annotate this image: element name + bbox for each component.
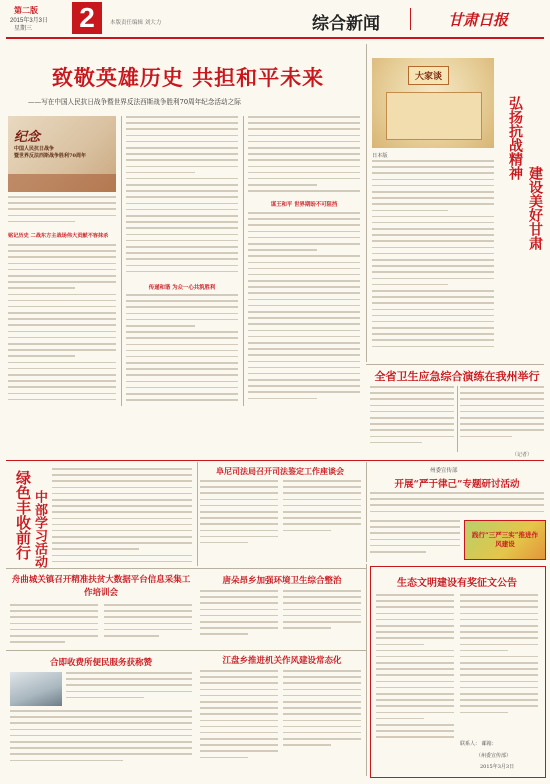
- editor-line: 本版责任编辑 刘大力: [110, 20, 162, 26]
- province-kicker: 州委宣传部: [430, 468, 458, 474]
- divider: [6, 650, 366, 651]
- eco-contact: 联系人： 邮箱：: [460, 741, 497, 747]
- province-body: [370, 492, 544, 518]
- lead-photo: [8, 116, 116, 192]
- sidebar-column-name: 日本版: [372, 153, 388, 159]
- hezuo-body-2: [10, 710, 192, 774]
- masthead-rule: [6, 37, 544, 39]
- col-divider: [243, 116, 244, 406]
- issue-weekday: 星期三: [14, 26, 33, 32]
- court-headline: 阜尼司法局召开司法鉴定工作座谈会: [216, 466, 344, 476]
- lead-col-2-body: [126, 116, 238, 276]
- zhoufang-headline: 舟曲城关镇召开精准扶贫大数据平台信息采集工作培训会: [11, 575, 191, 598]
- col-divider: [457, 386, 458, 452]
- middle-headline: 全省卫生应急综合演练在我州举行: [374, 370, 540, 383]
- eco-date: 2015年3月3日: [480, 764, 515, 770]
- lead-headline: 致敬英雄历史 共担和平未来: [51, 65, 325, 90]
- jiang-headline: 江盘乡推进机关作风建设常态化: [222, 656, 342, 666]
- middle-byline: （记者）: [512, 452, 533, 458]
- sidebar-vertical-headline-2: 建设美好甘肃: [527, 166, 543, 250]
- eco-credit: （州委宣传部）: [476, 753, 512, 759]
- issue-date: 2015年3月3日: [10, 18, 49, 24]
- tang-body-2: [283, 590, 361, 646]
- lead-col-1-body: [8, 244, 116, 404]
- province-body-2: [370, 520, 460, 562]
- lead-col-3-body-2: [248, 212, 360, 406]
- lead-section4-title: 谋王和平 世界期盼不可阻挡: [270, 202, 338, 208]
- section-title: 综合新闻: [312, 14, 380, 34]
- col-divider: [366, 44, 367, 362]
- eco-body-left: [376, 594, 454, 754]
- lead-section1-title: 铭记历史 二战东方主战场伟大贡献不容抹杀: [8, 233, 109, 239]
- sidebar-kicker: 大家谈: [408, 66, 449, 85]
- photo-subcaption: 中国人民抗日战争 暨世界反法西斯战争胜利70周年: [14, 146, 86, 159]
- province-headline: 开展“严于律己”专题研讨活动: [394, 479, 520, 490]
- tang-body: [200, 590, 278, 646]
- left-vertical-headline-2: 中部学习活动: [32, 490, 47, 568]
- middle-body-left: [370, 386, 454, 456]
- masthead: [0, 0, 550, 36]
- lead-subhead: ——写在中国人民抗日战争暨世界反法西斯战争胜利70周年纪念活动之际: [28, 98, 241, 106]
- lead-col-3-body: [248, 116, 360, 196]
- tang-headline: 唐朵昂乡加强环境卫生综合整治: [222, 576, 342, 586]
- zhoufang-body: [10, 604, 98, 650]
- divider: [6, 568, 366, 569]
- header-divider: [410, 8, 411, 30]
- court-body: [200, 480, 278, 566]
- divider: [366, 364, 544, 365]
- lead-section2-title: 传递和谐 为众一心共筑胜利: [148, 285, 216, 291]
- left-story-body: [52, 468, 192, 564]
- left-vertical-headline: 绿色丰收前行: [14, 470, 32, 560]
- photo-caption: 纪念: [14, 130, 41, 145]
- paper-name: 甘肃日报: [448, 11, 509, 29]
- court-body-2: [283, 480, 361, 566]
- province-box-text: 践行“三严三实”推进作风建设: [472, 531, 538, 548]
- lead-col-2-body-2: [126, 294, 238, 406]
- eco-body-right: [460, 594, 538, 728]
- middle-body-right: [460, 386, 544, 450]
- hezuo-headline: 合即收费所便民服务获称赞: [49, 658, 152, 668]
- hezuo-photo: [10, 672, 62, 706]
- sidebar-body: [372, 160, 494, 362]
- sidebar-art: [372, 58, 494, 148]
- section-rule: [6, 460, 544, 461]
- edition-label: 第二版: [14, 6, 38, 15]
- col-divider: [197, 462, 198, 566]
- hezuo-body: [66, 672, 192, 706]
- col-divider: [121, 116, 122, 406]
- zhoufang-body-2: [104, 604, 192, 650]
- page-number-box: [72, 2, 102, 34]
- province-box: [464, 520, 546, 560]
- photo-band: [8, 174, 116, 192]
- jiang-body: [200, 670, 278, 774]
- sidebar-vertical-headline-1: 弘扬抗战精神: [507, 96, 523, 180]
- col-divider: [366, 462, 367, 562]
- col-divider: [366, 564, 367, 776]
- page-number: 2: [79, 2, 95, 33]
- jiang-body-2: [283, 670, 361, 774]
- lead-col-1-text: [8, 196, 116, 230]
- sidebar-art-fold: [386, 92, 482, 140]
- eco-headline: 生态文明建设有奖征文公告: [397, 578, 517, 589]
